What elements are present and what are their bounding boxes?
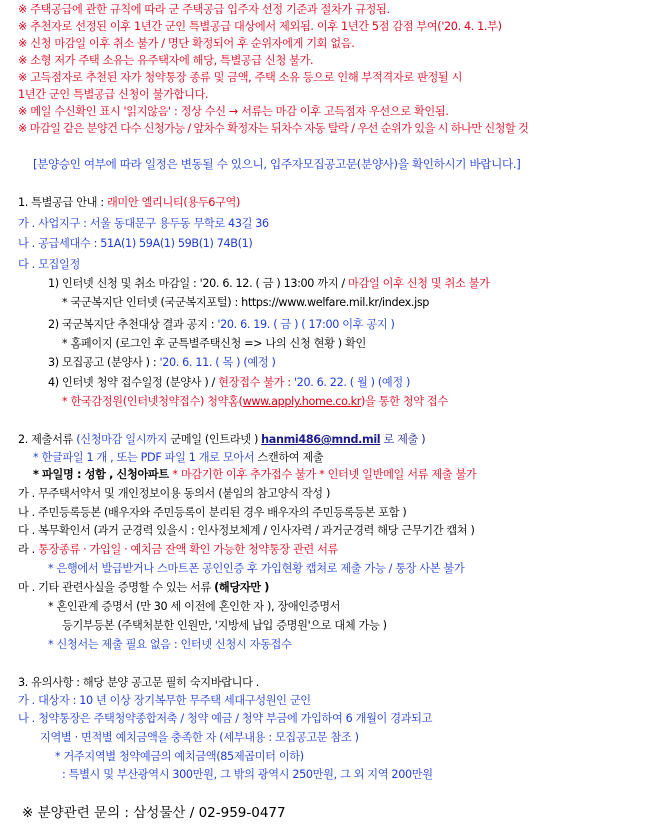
s1-item-3-date: '20. 6. 11. ( 목 ) (예정 ) <box>159 356 276 369</box>
s2-doc-ra-prefix: 라 . <box>18 543 39 556</box>
notice-line-8: ※ 마감일 같은 분양건 다수 신청가능 / 앞차수 확정자는 뒤차수 자동 탈락 / 우선 순위가 있을 시 하나만 신청할 것 <box>18 122 529 135</box>
s3-na-2: 지역별 · 면적별 예치금액을 충족한 자 (세부내용 : 모집공고문 참조 ) <box>40 731 359 744</box>
s1-item-1 <box>48 277 490 291</box>
section-3-heading: 3. 유의사항 : 해당 분양 공고문 필히 숙지바랍니다 . <box>18 676 259 689</box>
s1-item-1-sub: * 국군복지단 인터넷 (국군복지포털) : https://www.welfare.mil.kr/index.jsp <box>62 296 430 309</box>
s2-note-1-text: * 한글파일 1 개 , 또는 PDF 파일 1 개로 모아서 <box>33 451 255 464</box>
schedule-change-notice: [분양승인 여부에 따라 일정은 변동될 수 있으니, 입주자모집공고문(분양사)을 확인하시기 바랍니다.] <box>33 157 521 171</box>
s1-item-2-text: 2) 국군복지단 추천대상 결과 공지 : <box>48 318 218 331</box>
submission-email-link[interactable]: hanmi486@mnd.mil <box>261 433 381 446</box>
s2-note-2 <box>33 468 476 482</box>
section-2-heading-text: 2. 제출서류 <box>18 433 77 446</box>
s1-item-3-text: 3) 모집공고 (분양사 ) : <box>48 356 160 369</box>
s3-na-sub-2: : 특별시 및 부산광역시 300만원, 그 밖의 광역시 250만원, 그 외 지역 200만원 <box>62 768 433 781</box>
s2-doc-ma-sub-1: * 혼인관계 증명서 (만 30 세 이전에 혼인한 자 ), 장애인증명서 <box>48 600 341 613</box>
notice-line-7: ※ 메일 수신확인 표시 '읽지않음' : 정상 수신 → 서류는 마감 이후 고득점자 우선으로 확인됨. <box>18 105 449 118</box>
s1-site: 가 . 사업지구 : 서울 동대문구 용두동 무학로 43길 36 <box>18 217 269 230</box>
s2-note-2-filename: * 파일명 : 성함 , 신청아파트 <box>33 468 173 481</box>
s2-doc-ga: 가 . 무주택서약서 및 개인정보이용 동의서 (붙임의 참고양식 작성 ) <box>18 487 330 500</box>
section-1-heading-prefix: 1. 특별공급 안내 : <box>18 196 107 209</box>
notice-line-5: ※ 고득점자로 추천된 자가 청약통장 종류 및 금액, 주택 소유 등으로 인해 부적격자로 판정될 시 <box>18 71 463 84</box>
s2-doc-ma-note: (해당자만 ) <box>214 581 270 594</box>
s3-na-1: 나 . 청약통장은 주택청약종합저축 / 청약 예금 / 청약 부금에 가입하여 6 개월이 경과되고 <box>18 712 433 725</box>
s2-doc-da: 다 . 복무확인서 (과거 군경력 있을시 : 인사정보체계 / 인사자력 / 과거군경력 해당 근무기간 캡쳐 ) <box>18 524 475 537</box>
s2-note-1-end: 스캔하여 제출 <box>254 451 324 464</box>
s3-na-sub-1: * 거주지역별 청약예금의 예치금액(85제곱미터 이하) <box>55 750 304 763</box>
s2-doc-ma-sub-3: * 신청서는 제출 필요 없음 : 인터넷 신청시 자동접수 <box>48 638 292 651</box>
s1-item-4-onsite: 현장접수 불가 : <box>218 376 294 389</box>
notice-line-1: ※ 주택공급에 관한 규칙에 따라 군 주택공급 입주자 선정 기준과 절차가 규정됨. <box>18 3 390 16</box>
s1-item-3 <box>48 356 276 370</box>
s1-units: 나 . 공급세대수 : 51A(1) 59A(1) 59B(1) 74B(1) <box>18 237 253 250</box>
s1-item-1-text: 1) 인터넷 신청 및 취소 마감일 : '20. 6. 12. ( 금 ) 13:00 까지 / <box>48 277 349 290</box>
s2-doc-ra <box>18 543 338 557</box>
section-2-deadline: (신청마감 일시까지 <box>76 433 168 446</box>
s1-item-2-date: '20. 6. 19. ( 금 ) ( 17:00 이후 공지 ) <box>217 318 395 331</box>
notice-line-4: ※ 소형 저가 주택 소유는 유주택자에 해당, 특별공급 신청 불가. <box>18 54 314 67</box>
s1-item-4-date: '20. 6. 22. ( 월 ) (예정 ) <box>293 376 411 389</box>
s2-doc-ra-text: 통장종류 · 가입일 · 예치금 잔액 확인 가능한 청약통장 관련 서류 <box>38 543 338 556</box>
s2-doc-ma <box>18 581 269 595</box>
s2-note-2-warning: * 마감기한 이후 추가접수 불가 * 인터넷 일반메일 서류 제출 불가 <box>172 468 477 481</box>
s1-item-2-sub: * 홈페이지 (로그인 후 군특별주택신청 => 나의 신청 현황 ) 확인 <box>62 337 366 350</box>
s1-schedule-heading: 다 . 모집일정 <box>18 258 80 271</box>
s1-item-2 <box>48 318 394 332</box>
s3-ga: 가 . 대상자 : 10 년 이상 장기복무한 무주택 세대구성원인 군인 <box>18 694 311 707</box>
section-2-heading <box>18 433 425 447</box>
notice-line-6: 1년간 군인 특별공급 신청이 불가합니다. <box>18 88 209 101</box>
notice-line-3: ※ 신청 마감일 이후 취소 불가 / 명단 확정되어 후 순위자에게 기회 없음. <box>18 37 355 50</box>
section-2-mail-text: 군메일 (인트라넷 ) <box>167 433 262 446</box>
notice-line-2: ※ 추천자로 선정된 이후 1년간 군인 특별공급 대상에서 제외됨. 이후 1년간 5점 감점 부여('20. 4. 1.부) <box>18 20 502 33</box>
s1-item-4-sub <box>62 395 448 409</box>
s1-item-4-sub-text: * 한국감정원(인터넷청약접수) 청약홈( <box>62 395 243 408</box>
s1-item-4 <box>48 376 410 390</box>
section-1-heading <box>18 196 240 210</box>
s1-item-4-sub-text-end: )을 통한 청약 접수 <box>361 395 448 408</box>
s1-item-1-warning: 마감일 이후 신청 및 취소 불가 <box>348 277 490 290</box>
s2-doc-ra-sub: * 은행에서 발급받거나 스마트폰 공인인증 후 가입현황 캡쳐로 제출 가능 / 통장 사본 불가 <box>48 562 465 575</box>
s2-doc-ma-sub-2: 등기부등본 (주택처분한 인원만, '지방세 납입 증명원'으로 대체 가능 ) <box>62 619 387 632</box>
contact-info: ※ 분양관련 문의 : 삼성물산 / 02-959-0477 <box>22 805 286 821</box>
apply-home-link[interactable]: www.apply.home.co.kr <box>242 395 361 408</box>
section-2-heading-end: 로 제출 ) <box>380 433 426 446</box>
complex-name: 래미안 엘리니티(용두6구역) <box>106 196 241 209</box>
s2-doc-na: 나 . 주민등록등본 (배우자와 주민등록이 분리된 경우 배우자의 주민등록등본 포함 ) <box>18 506 407 519</box>
s2-note-1 <box>33 451 323 465</box>
s2-doc-ma-text: 마 . 기타 관련사실을 증명할 수 있는 서류 <box>18 581 215 594</box>
s1-item-4-text: 4) 인터넷 청약 접수일정 (분양사 ) / <box>48 376 219 389</box>
